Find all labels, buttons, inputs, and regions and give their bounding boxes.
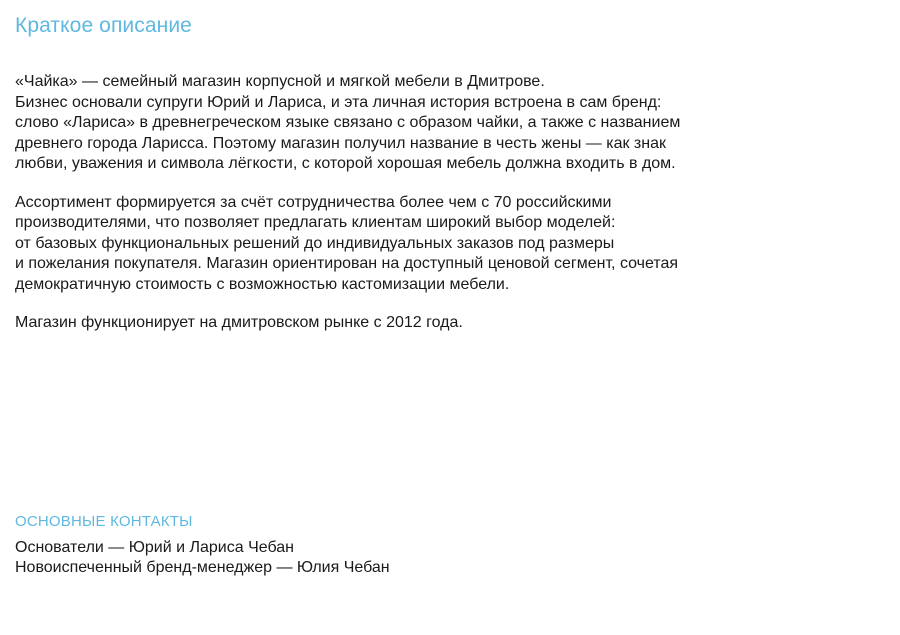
contact-brand-manager: Новоиспеченный бренд-менеджер — Юлия Чебан	[15, 559, 390, 576]
contact-founders: Основатели — Юрий и Лариса Чебан	[15, 539, 294, 556]
page-title: Краткое описание	[15, 14, 192, 37]
contacts-heading: ОСНОВНЫЕ КОНТАКТЫ	[15, 513, 193, 530]
description-paragraph-since	[15, 313, 875, 334]
text-line: демократичную стоимость с возможностью кастомизации мебели.	[15, 275, 510, 293]
description-paragraph-assortment	[15, 193, 875, 296]
text-line: и пожелания покупателя. Магазин ориентирован на доступный ценовой сегмент, сочетая	[15, 255, 679, 272]
text-line: Бизнес основали супруги Юрий и Лариса, и эта личная история встроена в сам бренд:	[15, 93, 662, 111]
text-line: древнего города Ларисса. Поэтому магазин получил название в честь жены — как знак	[15, 134, 666, 152]
text-line: производителями, что позволяет предлагать клиентам широкий выбор моделей:	[15, 214, 616, 231]
text-line: Ассортимент формируется за счёт сотрудничества более чем с 70 российскими	[15, 193, 612, 211]
text-line: Магазин функционирует на дмитровском рынке с 2012 года.	[15, 314, 463, 331]
description-paragraph-origin	[15, 72, 875, 175]
contacts-section	[15, 513, 390, 578]
text-line: любви, уважения и символа лёгкости, с которой хорошая мебель должна входить в дом.	[15, 155, 676, 172]
text-line: «Чайка» — семейный магазин корпусной и мягкой мебели в Дмитрове.	[15, 73, 545, 90]
text-line: от базовых функциональных решений до индивидуальных заказов под размеры	[15, 234, 615, 252]
description-section	[15, 72, 875, 352]
text-line: слово «Лариса» в древнегреческом языке связано с образом чайки, а также с названием	[15, 114, 681, 131]
